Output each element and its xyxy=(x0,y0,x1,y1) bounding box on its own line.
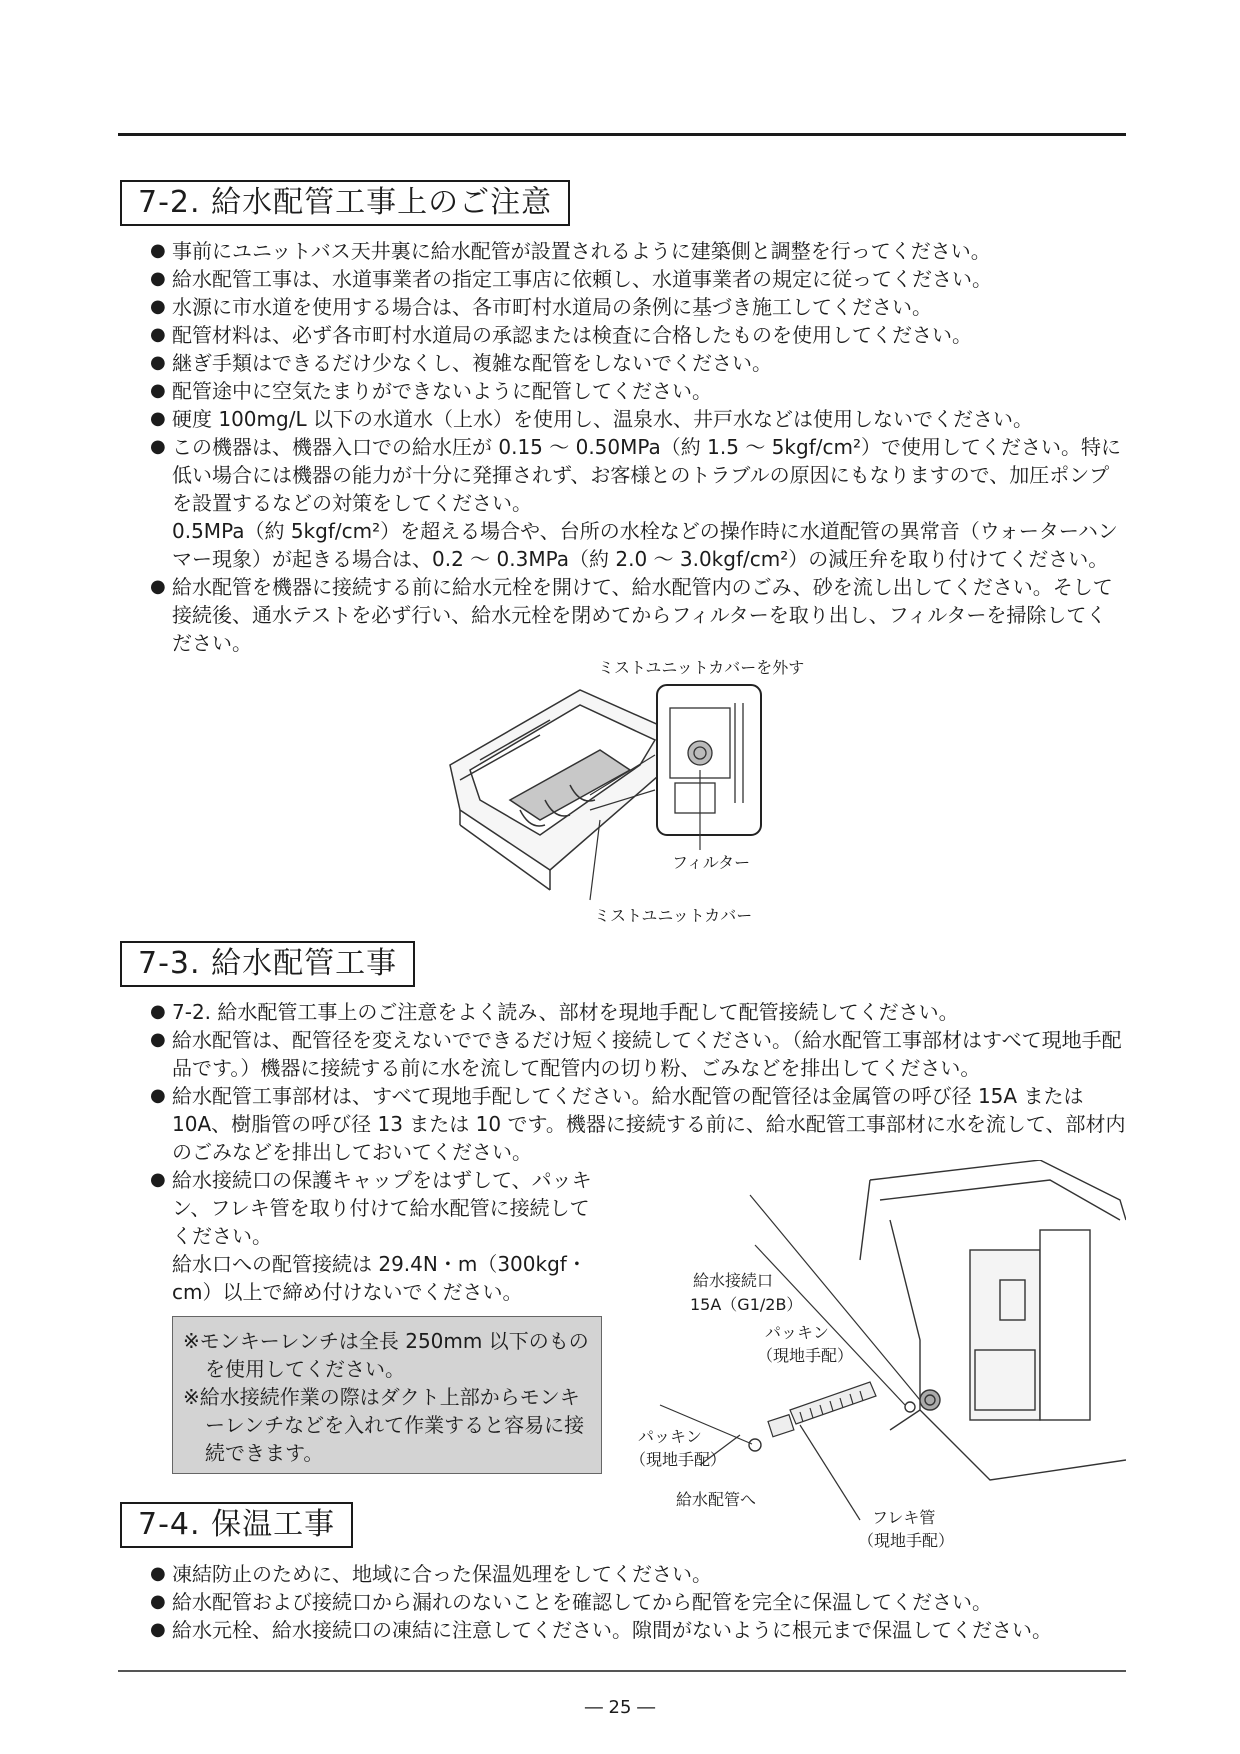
figure-label-packing-2-sub: （現地手配） xyxy=(630,1450,727,1469)
list-7-2 xyxy=(150,237,1126,657)
note-box xyxy=(172,1316,602,1474)
figure-label-filter: フィルター xyxy=(672,853,751,872)
list-item: ● 給水配管工事部材は、すべて現地手配してください。給水配管の配管径は金属管の呼び径 15A または 10A、樹脂管の呼び径 13 または 10 です。機器に接続する前に、給水配管工事部材に水を流して、部材内のごみなどを排出しておいてください。 xyxy=(150,1082,1126,1166)
figure-label-packing-2: パッキン xyxy=(638,1427,702,1446)
list-item: ● 給水配管工事は、水道事業者の指定工事店に依頼し、水道事業者の規定に従ってください。 xyxy=(150,265,1126,293)
list-item: ● 給水元栓、給水接続口の凍結に注意してください。隙間がないように根元まで保温してください。 xyxy=(150,1616,1126,1644)
list-item-note: 給水口への配管接続は 29.4N・m（300kgf・cm）以上で締め付けないでください。 xyxy=(172,1252,587,1304)
figure-label-packing-1-sub: （現地手配） xyxy=(757,1346,854,1365)
note-item: ※給水接続作業の際はダクト上部からモンキーレンチなどを入れて作業すると容易に接続できます。 xyxy=(183,1385,585,1465)
figure-label-flex: フレキ管 xyxy=(872,1508,936,1527)
list-item: ● 給水配管および接続口から漏れのないことを確認してから配管を完全に保温してください。 xyxy=(150,1588,1126,1616)
figure-label-flex-sub: （現地手配） xyxy=(858,1531,955,1550)
list-item: ● この機器は、機器入口での給水圧が 0.15 ～ 0.50MPa（約 1.5 ～ 5kgf/cm²）で使用してください。特に低い場合には機器の能力が十分に発揮されず、お客様とのトラブルの原因にもなりますので、加圧ポンプを設置するなどの対策をしてください。 xyxy=(150,433,1126,517)
flex-pipe-icon xyxy=(768,1382,876,1437)
figure-label-port-size: 15A（G1/2B） xyxy=(690,1295,803,1314)
bottom-rule xyxy=(118,1670,1126,1672)
note-item: ※モンキーレンチは全長 250mm 以下のものを使用してください。 xyxy=(183,1329,589,1381)
figure-label-cover: ミストユニットカバー xyxy=(594,906,753,925)
list-item: ● 給水配管は、配管径を変えないでできるだけ短く接続してください。（給水配管工事部材はすべて現地手配品です。）機器に接続する前に水を流して配管内の切り粉、ごみなどを排出してください。 xyxy=(150,1026,1126,1082)
list-item: ● 凍結防止のために、地域に合った保温処理をしてください。 xyxy=(150,1560,1126,1588)
figure-label-to-pipe: 給水配管へ xyxy=(676,1490,757,1509)
top-rule xyxy=(118,133,1126,136)
list-item: ● 配管途中に空気たまりができないように配管してください。 xyxy=(150,377,1126,405)
list-item: ● 給水接続口の保護キャップをはずして、パッキン、フレキ管を取り付けて給水配管に接続してください。 xyxy=(150,1166,600,1250)
water-connection-figure xyxy=(620,1160,1126,1540)
list-item-note: 0.5MPa（約 5kgf/cm²）を超える場合や、台所の水栓などの操作時に水道配管の異常音（ウォーターハンマー現象）が起きる場合は、0.2 ～ 0.3MPa（約 2.0 ～ 3.0kgf/cm²）の減圧弁を取り付けてください。 xyxy=(172,519,1118,571)
figure-leader-lines xyxy=(580,700,780,920)
list-item: ● 事前にユニットバス天井裏に給水配管が設置されるように建築側と調整を行ってください。 xyxy=(150,237,1126,265)
list-7-3-bottom xyxy=(150,1166,600,1306)
page-number: ― 25 ― xyxy=(584,1697,656,1718)
figure-label-cover-remove: ミストユニットカバーを外す xyxy=(598,658,805,677)
figure-label-packing-1: パッキン xyxy=(765,1323,829,1342)
list-item: ● 配管材料は、必ず各市町村水道局の承認または検査に合格したものを使用してください。 xyxy=(150,321,1126,349)
list-item: ● 水源に市水道を使用する場合は、各市町村水道局の条例に基づき施工してください。 xyxy=(150,293,1126,321)
section-title-7-4: 7-4. 保温工事 xyxy=(120,1502,353,1548)
section-title-7-3: 7-3. 給水配管工事 xyxy=(120,941,415,987)
section-title-7-2: 7-2. 給水配管工事上のご注意 xyxy=(120,180,570,226)
list-7-4 xyxy=(150,1560,1126,1644)
list-7-3-top xyxy=(150,998,1126,1166)
list-item: ● 継ぎ手類はできるだけ少なくし、複雑な配管をしないでください。 xyxy=(150,349,1126,377)
list-item: ● 硬度 100mg/L 以下の水道水（上水）を使用し、温泉水、井戸水などは使用しないでください。 xyxy=(150,405,1126,433)
figure-label-port: 給水接続口 xyxy=(693,1271,774,1290)
list-item: ● 給水配管を機器に接続する前に給水元栓を開けて、給水配管内のごみ、砂を流し出してください。そして接続後、通水テストを必ず行い、給水元栓を閉めてからフィルターを取り出し、フィルターを掃除してください。 xyxy=(150,573,1126,657)
list-item: ● 7-2. 給水配管工事上のご注意をよく読み、部材を現地手配して配管接続してください。 xyxy=(150,998,1126,1026)
